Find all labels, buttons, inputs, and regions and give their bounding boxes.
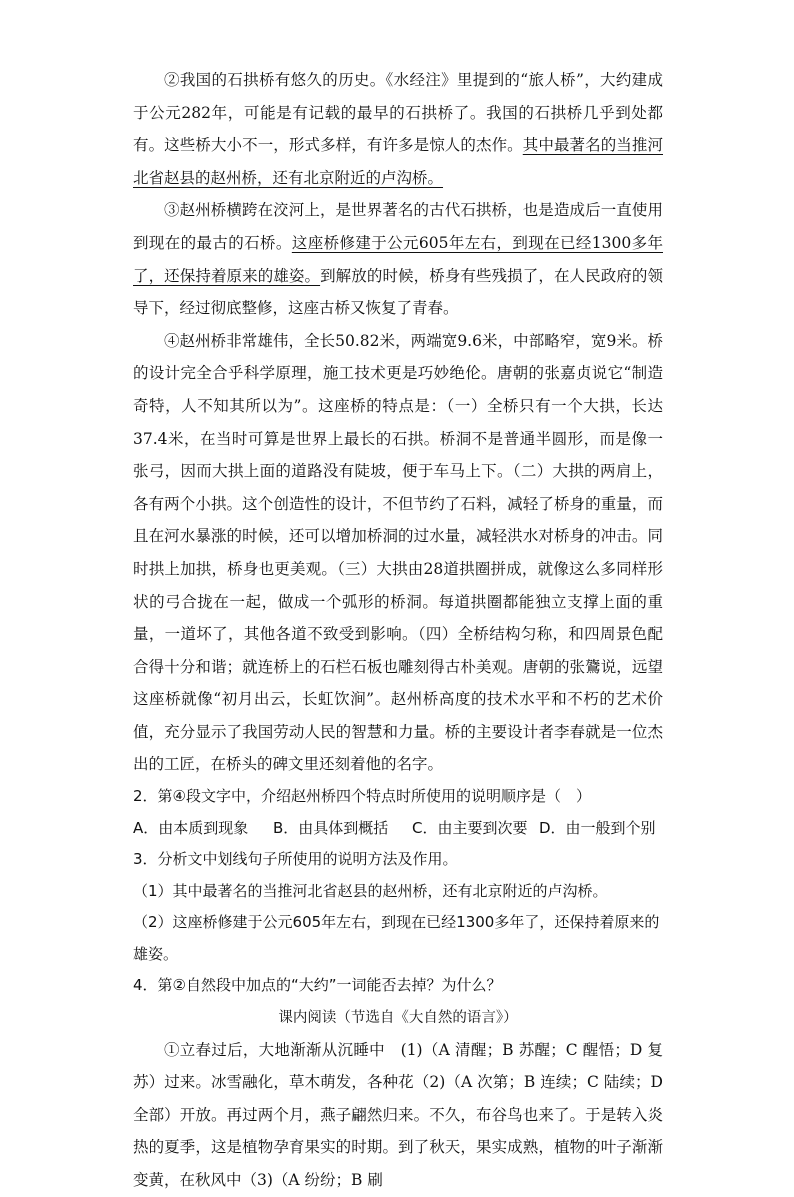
question-3-item-1: （1）其中最著名的当推河北省赵县的赵州桥，还有北京附近的卢沟桥。	[133, 881, 608, 900]
question-3-stem: 3．分析文中划线句子所使用的说明方法及作用。	[133, 850, 458, 869]
paragraph-3	[133, 194, 663, 324]
option-c[interactable]: C．由主要到次要	[412, 818, 528, 837]
document-content	[133, 64, 663, 1197]
section-title: 课内阅读（节选自《大自然的语言》）	[278, 1009, 518, 1026]
paragraph-2	[133, 64, 663, 194]
option-b[interactable]: B．由具体到概括	[273, 818, 389, 837]
paragraph-4: ④赵州桥非常雄伟，全长50.82米，两端宽9.6米，中部略窄，宽9米。桥的设计完全合乎科学原理，施工技术更是巧妙绝伦。唐朝的张嘉贞说它“制造奇特，人不知其所以为”。这座桥的特点是：（一）全桥只有一个大拱，长达37.4米，在当时可算是世界上最长的石拱。桥洞不是普通半圆形，而是像一张弓，因而大拱上面的道路没有陡坡，便于车马上下。（二）大拱的两肩上，各有两个小拱。这个创造性的设计，不但节约了石料，减轻了桥身的重量，而且在河水暴涨的时候，还可以增加桥洞的过水量，减轻洪水对桥身的冲击。同时拱上加拱，桥身也更美观。（三）大拱由28道拱圈拼成，就像这么多同样形状的弓合拢在一起，做成一个弧形的桥洞。每道拱圈都能独立支撑上面的重量，一道坏了，其他各道不致受到影响。（四）全桥结构匀称，和四周景色配合得十分和谐；就连桥上的石栏石板也雕刻得古朴美观。唐朝的张鷟说，远望这座桥就像“初月出云，长虹饮涧”。赵州桥高度的技术水平和不朽的艺术价值，充分显示了我国劳动人民的智慧和力量。桥的主要设计者李春就是一位杰出的工匠，在桥头的碑文里还刻着他的名字。	[133, 331, 663, 774]
underlined-sentence-1: 其中最著名的当推河北省赵县的赵州桥，还有北京附近的卢沟桥。	[133, 136, 663, 187]
question-2-options	[133, 813, 663, 845]
paragraph-5: ①立春过后，大地渐渐从沉睡中 (1)（A 清醒；B 苏醒；C 醒悟；D 复苏）过来。冰雪融化，草木萌发，各种花（2)（A 次第；B 连续；C 陆续；D 全部）开放。再过两个月，燕子翩然归来。不久，布谷鸟也来了。于是转入炎热的夏季，这是植物孕育果实的时期。到了秋天，果实成熟，植物的叶子渐渐变黄，在秋风中（3)（A 纷纷；B 刷	[133, 1040, 663, 1189]
option-d[interactable]: D．由一般到个别	[539, 818, 656, 837]
question-3-item-2: （2）这座桥修建于公元605年左右，到现在已经1300多年了，还保持着原来的雄姿。	[133, 913, 660, 963]
underlined-sentence-2: 这座桥修建于公元605年左右，到现在已经1300多年了，还保持着原来的雄姿。	[133, 233, 663, 285]
option-a[interactable]: A．由本质到现象	[133, 818, 249, 837]
question-2-stem: 2．第④段文字中，介绍赵州桥四个特点时所使用的说明顺序是（ ）	[133, 787, 591, 806]
paragraph-3-text: ③赵州桥横跨在洨河上，是世界著名的古代石拱桥，也是造成后一直使用到现在的最古的石桥。	[133, 201, 663, 252]
paragraph-2-text: ②我国的石拱桥有悠久的历史。《水经注》里提到的“旅人桥”，大约建成于公元282年，可能是有记载的最早的石拱桥了。我国的石拱桥几乎到处都有。这些桥大小不一，形式多样，有许多是惊人的杰作。	[133, 71, 663, 155]
paragraph-3-text-end: 到解放的时候，桥身有些残损了，在人民政府的领导下，经过彻底整修，这座古桥又恢复了青春。	[133, 266, 663, 318]
question-4-stem: 4．第②自然段中加点的“大约”一词能否去掉？为什么？	[133, 976, 502, 995]
